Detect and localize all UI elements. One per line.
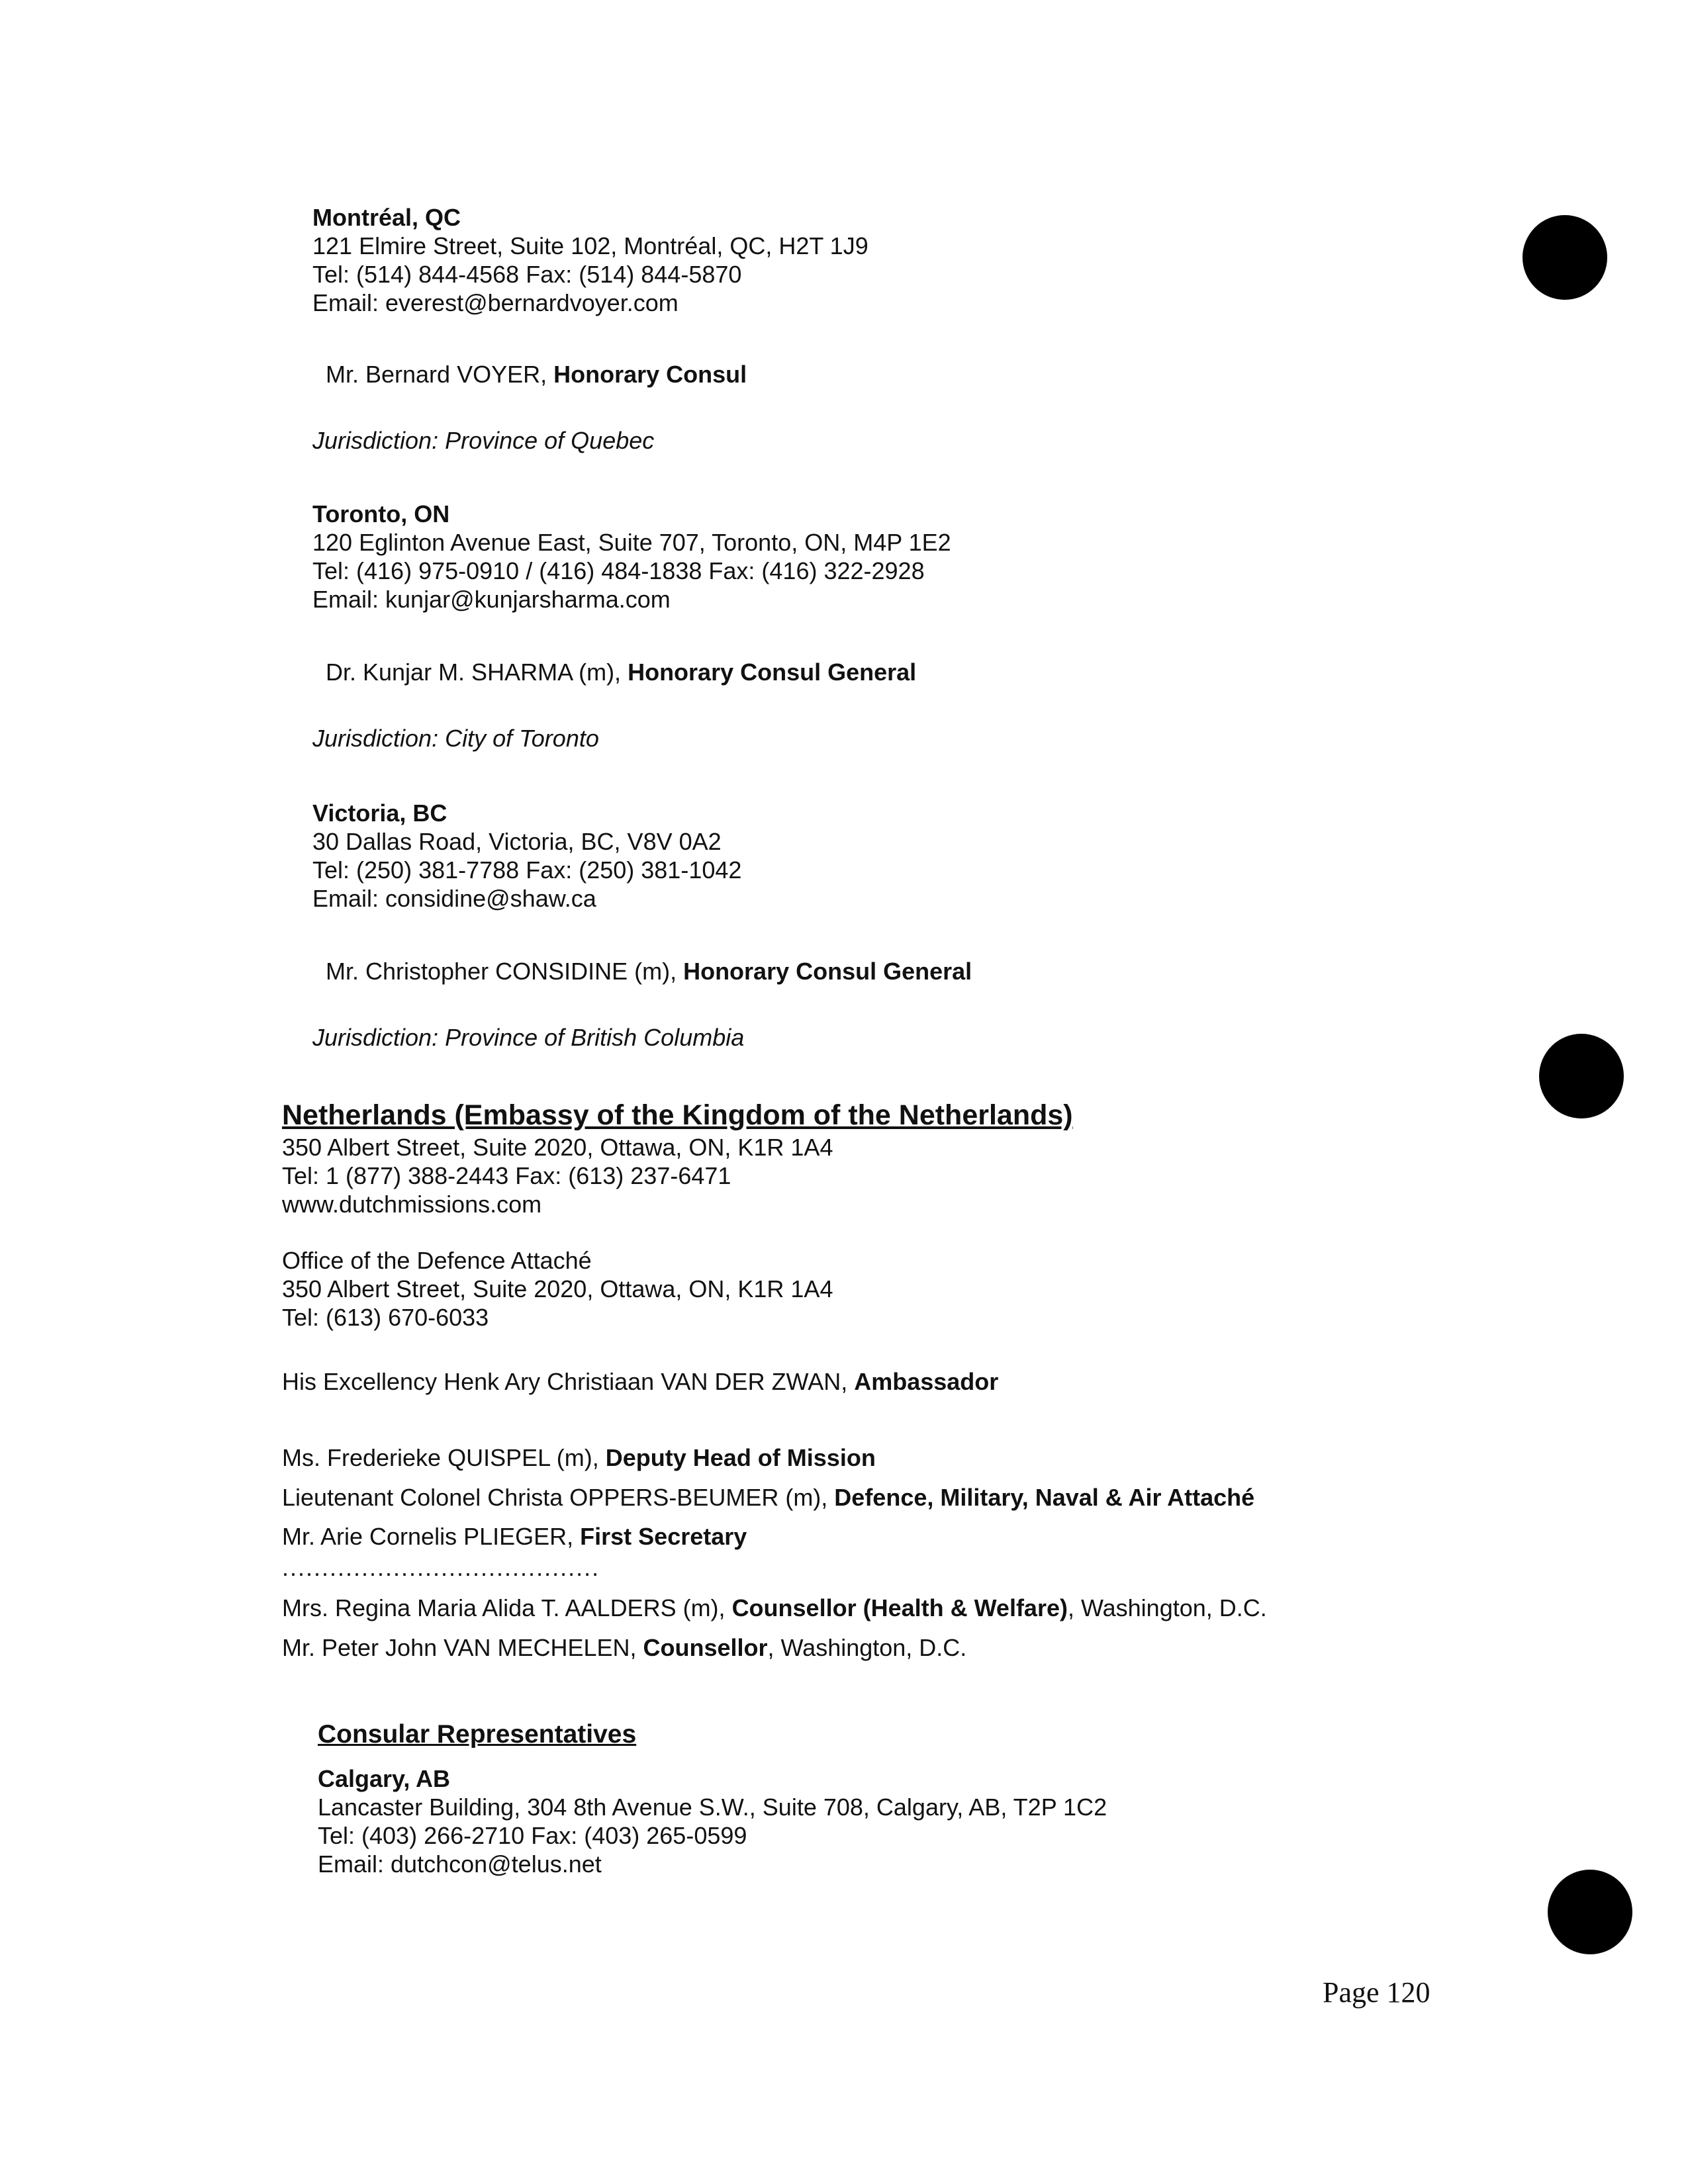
separator-dots: ........................................	[282, 1554, 600, 1581]
staff-suffix: , Washington, D.C.	[767, 1634, 967, 1661]
staff-title: Deputy Head of Mission	[605, 1444, 876, 1471]
consul-block-montreal	[312, 203, 868, 317]
phone-fax: Tel: (403) 266-2710 Fax: (403) 265-0599	[318, 1822, 747, 1849]
city-name: Montréal, QC	[312, 204, 461, 231]
staff-name: Mr. Peter John VAN MECHELEN,	[282, 1634, 643, 1661]
city-name: Victoria, BC	[312, 799, 447, 827]
staff-name: Mrs. Regina Maria Alida T. AALDERS (m),	[282, 1594, 732, 1621]
embassy-address: 350 Albert Street, Suite 2020, Ottawa, ON, K1R 1A4	[282, 1134, 833, 1161]
phone-fax: Tel: (250) 381-7788 Fax: (250) 381-1042	[312, 856, 742, 884]
staff-entry	[282, 1483, 1254, 1512]
embassy-phone-fax: Tel: 1 (877) 388-2443 Fax: (613) 237-6471	[282, 1162, 731, 1189]
consul-block-victoria	[312, 799, 741, 913]
consul-block-calgary	[318, 1764, 1107, 1878]
embassy-website: www.dutchmissions.com	[282, 1191, 542, 1218]
defence-office-name: Office of the Defence Attaché	[282, 1247, 592, 1274]
city-name: Toronto, ON	[312, 500, 450, 527]
jurisdiction: Jurisdiction: Province of Quebec	[312, 427, 655, 454]
staff-title: Counsellor	[643, 1634, 768, 1661]
email: Email: kunjar@kunjarsharma.com	[312, 586, 671, 613]
consul-person	[326, 957, 972, 985]
email: Email: dutchcon@telus.net	[318, 1850, 602, 1878]
staff-name: Lieutenant Colonel Christa OPPERS-BEUMER (m),	[282, 1484, 835, 1511]
defence-office-phone: Tel: (613) 670-6033	[282, 1304, 489, 1331]
person-name: Dr. Kunjar M. SHARMA (m),	[326, 659, 628, 686]
city-name: Calgary, AB	[318, 1765, 451, 1792]
staff-name: Mr. Arie Cornelis PLIEGER,	[282, 1523, 581, 1550]
address: Lancaster Building, 304 8th Avenue S.W., Suite 708, Calgary, AB, T2P 1C2	[318, 1794, 1107, 1821]
email: Email: considine@shaw.ca	[312, 885, 596, 912]
jurisdiction: Jurisdiction: Province of British Columbia	[312, 1024, 745, 1051]
person-name: Mr. Christopher CONSIDINE (m),	[326, 958, 684, 985]
staff-entry-washington	[282, 1633, 966, 1662]
punch-hole-bottom	[1548, 1870, 1632, 1954]
email: Email: everest@bernardvoyer.com	[312, 289, 679, 316]
phone-fax: Tel: (416) 975-0910 / (416) 484-1838 Fax: (416) 322-2928	[312, 557, 925, 584]
embassy-address-block	[282, 1133, 833, 1218]
consul-person	[326, 360, 747, 388]
defence-office-block	[282, 1246, 833, 1332]
person-title: Honorary Consul General	[628, 659, 917, 686]
address: 120 Eglinton Avenue East, Suite 707, Toronto, ON, M4P 1E2	[312, 529, 951, 556]
consul-block-toronto	[312, 500, 951, 614]
staff-entry	[282, 1522, 747, 1551]
staff-title: First Secretary	[580, 1523, 747, 1550]
page-number: Page 120	[1323, 1976, 1430, 2009]
staff-title: Defence, Military, Naval & Air Attaché	[834, 1484, 1255, 1511]
address: 30 Dallas Road, Victoria, BC, V8V 0A2	[312, 828, 722, 855]
staff-name: Ms. Frederieke QUISPEL (m),	[282, 1444, 606, 1471]
country-heading: Netherlands (Embassy of the Kingdom of the Netherlands)	[282, 1099, 1073, 1131]
punch-hole-top	[1523, 215, 1607, 300]
address: 121 Elmire Street, Suite 102, Montréal, QC, H2T 1J9	[312, 232, 868, 259]
staff-entry	[282, 1443, 876, 1472]
ambassador-title: Ambassador	[854, 1368, 999, 1395]
punch-hole-middle	[1539, 1034, 1624, 1118]
staff-suffix: , Washington, D.C.	[1067, 1594, 1267, 1621]
consular-representatives-heading: Consular Representatives	[318, 1720, 637, 1749]
consul-person	[326, 658, 916, 686]
staff-title: Counsellor (Health & Welfare)	[731, 1594, 1068, 1621]
ambassador-name: His Excellency Henk Ary Christiaan VAN DER ZWAN,	[282, 1368, 855, 1395]
defence-office-address: 350 Albert Street, Suite 2020, Ottawa, ON, K1R 1A4	[282, 1275, 833, 1302]
jurisdiction: Jurisdiction: City of Toronto	[312, 725, 599, 752]
person-title: Honorary Consul	[553, 361, 747, 388]
person-title: Honorary Consul General	[683, 958, 972, 985]
ambassador-line	[282, 1367, 998, 1396]
person-name: Mr. Bernard VOYER,	[326, 361, 554, 388]
staff-entry-washington	[282, 1594, 1267, 1622]
phone-fax: Tel: (514) 844-4568 Fax: (514) 844-5870	[312, 261, 742, 288]
